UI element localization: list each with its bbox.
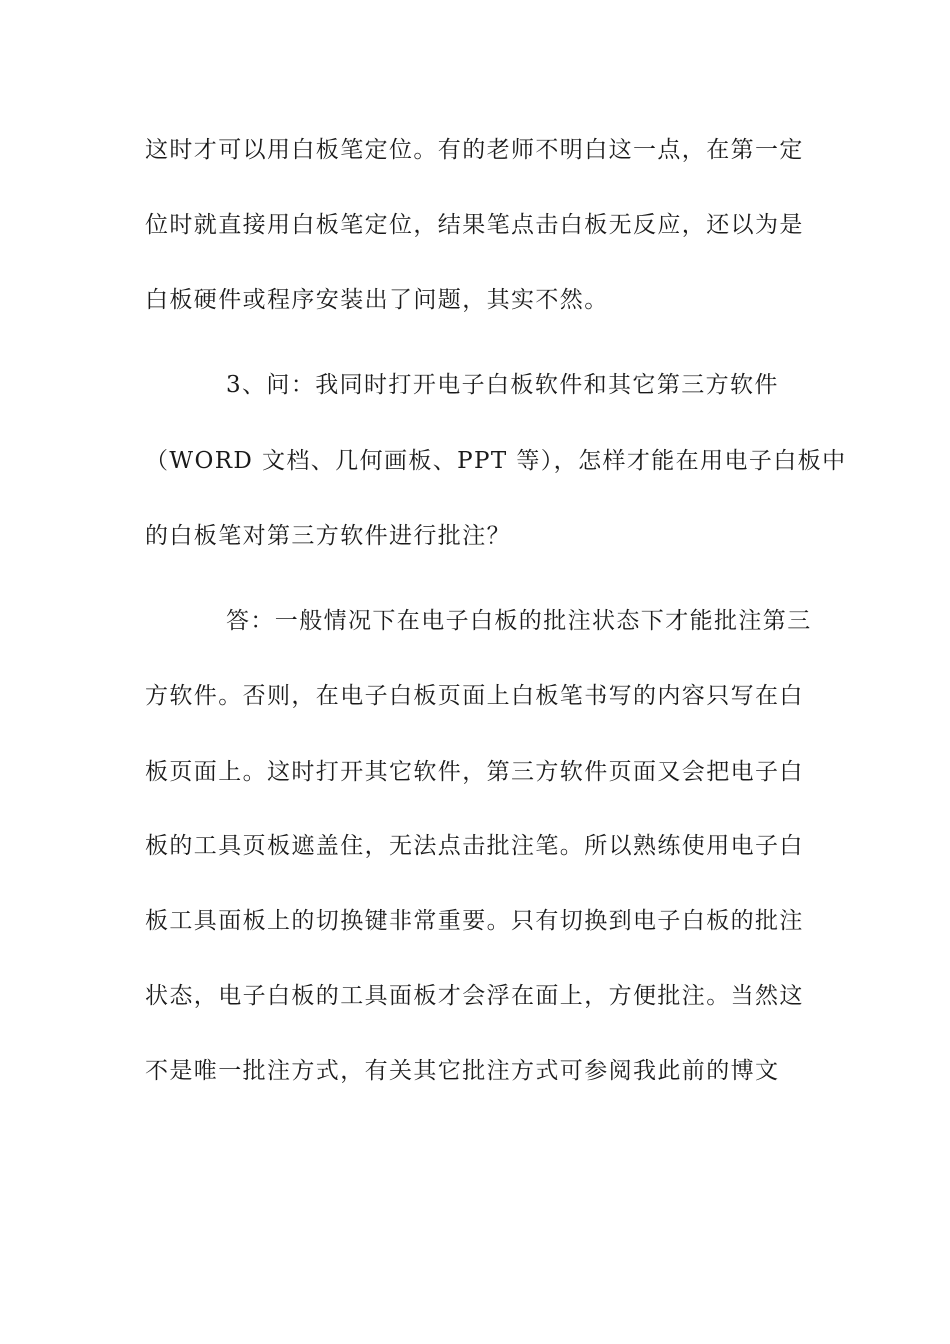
text-line: 不是唯一批注方式，有关其它批注方式可参阅我此前的博文 <box>145 1058 780 1084</box>
text-line: 位时就直接用白板笔定位，结果笔点击白板无反应，还以为是 <box>145 212 804 238</box>
text-line: 这时才可以用白板笔定位。有的老师不明白这一点，在第一定 <box>145 137 804 163</box>
text-line: 板页面上。这时打开其它软件，第三方软件页面又会把电子白 <box>145 759 804 785</box>
text-line: 的白板笔对第三方软件进行批注？ <box>145 523 511 549</box>
text-line: 白板硬件或程序安装出了问题，其实不然。 <box>145 287 609 313</box>
question-heading: 3、问：我同时打开电子白板软件和其它第三方软件 <box>226 372 779 398</box>
text-line: 板工具面板上的切换键非常重要。只有切换到电子白板的批注 <box>145 908 804 934</box>
text-line: 状态，电子白板的工具面板才会浮在面上，方便批注。当然这 <box>145 983 804 1009</box>
answer-line: 答：一般情况下在电子白板的批注状态下才能批注第三 <box>226 608 812 634</box>
text-line: 方软件。否则，在电子白板页面上白板笔书写的内容只写在白 <box>145 683 804 709</box>
text-line: 板的工具页板遮盖住，无法点击批注笔。所以熟练使用电子白 <box>145 833 804 859</box>
text-line: （WORD 文档、几何画板、PPT 等），怎样才能在用电子白板中 <box>145 448 847 474</box>
